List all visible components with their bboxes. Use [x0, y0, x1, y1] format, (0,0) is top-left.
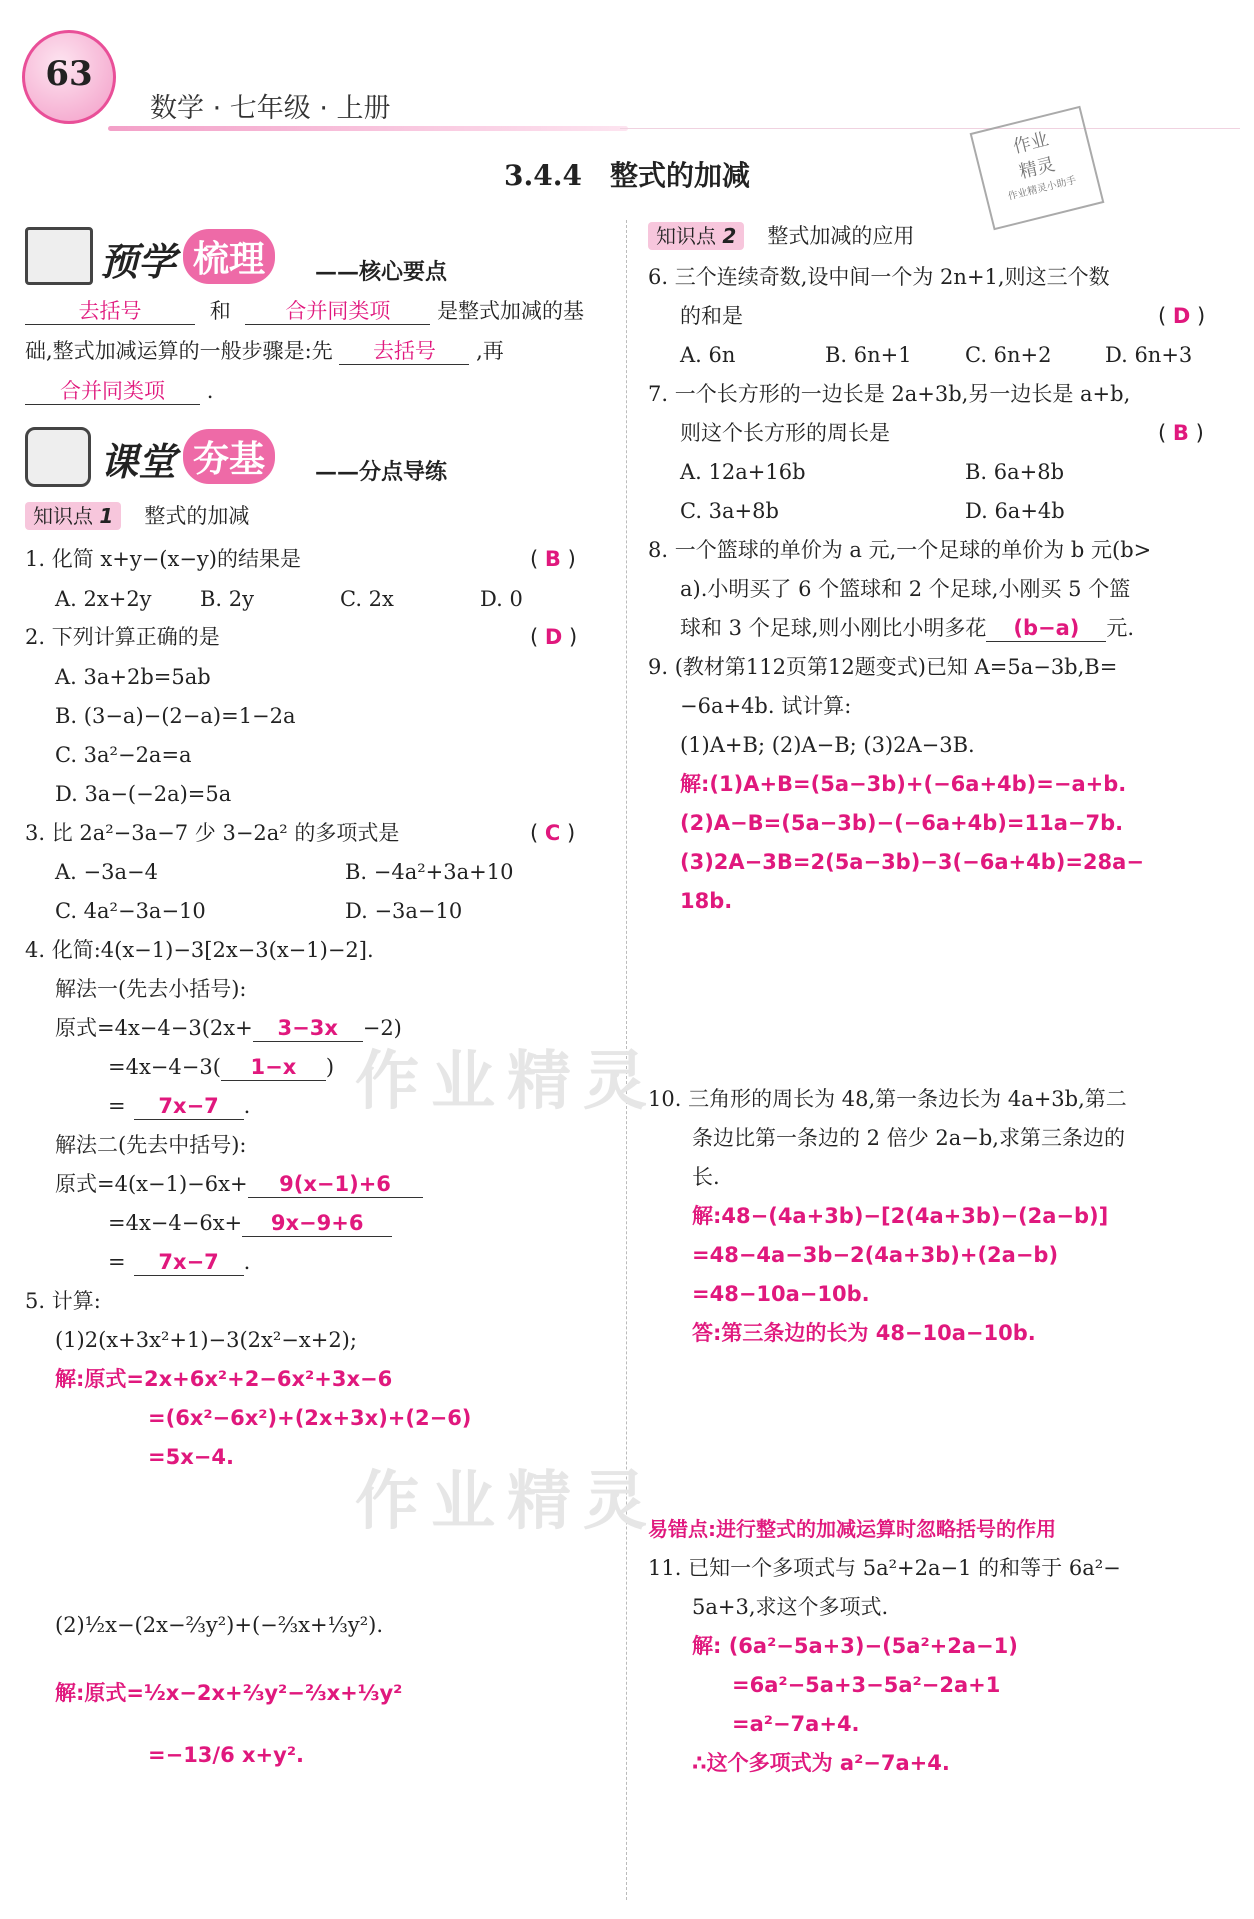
banner-title-a: 预学	[100, 240, 177, 284]
q11-sol-2: =6a²−5a+3−5a²−2a+1	[732, 1673, 1001, 1697]
q2-stem: 2. 下列计算正确的是	[25, 625, 220, 649]
backpack-icon	[25, 427, 91, 487]
q4-m2-line1	[55, 1171, 423, 1198]
kp-title: 整式加减的应用	[767, 224, 915, 248]
q4-m1-line1	[55, 1015, 402, 1042]
kp-tag	[25, 502, 121, 530]
q6-answer-paren: ( D )	[1158, 304, 1206, 328]
q10-sol-1: 解:48−(4a+3b)−[2(4a+3b)−(2a−b)]	[692, 1204, 1109, 1228]
q9-line-1: 9. (教材第112页第12题变式)已知 A=5a−3b,B=	[648, 655, 1118, 679]
watermark-text: 作业精灵	[355, 1045, 659, 1119]
q2-option-c: C. 3a²−2a=a	[55, 743, 192, 767]
q11-line-2: 5a+3,求这个多项式.	[692, 1595, 889, 1619]
q5-part2	[55, 1612, 383, 1638]
q8-line-1: 8. 一个篮球的单价为 a 元,一个足球的单价为 b 元(b>	[648, 538, 1152, 562]
text: =4x−4−3(	[108, 1055, 221, 1079]
q5-sol-2: =(6x²−6x²)+(2x+3x)+(2−6)	[148, 1406, 472, 1430]
q9-sol-3: (3)2A−3B=2(5a−3b)−3(−6a+4b)=28a−	[680, 850, 1144, 874]
school-icon	[25, 227, 93, 285]
kp-num: 2	[722, 224, 737, 248]
knowledge-point-1	[25, 500, 249, 530]
q11-sol-3: =a²−7a+4.	[732, 1712, 860, 1736]
q5-part1: (1)2(x+3x²+1)−3(2x²−x+2);	[55, 1328, 357, 1352]
q1-option-c: C. 2x	[340, 587, 394, 611]
text: 原式=4x−4−3(2x+	[55, 1016, 253, 1040]
preview-line-3	[25, 378, 213, 405]
q5-sol-1: 解:原式=2x+6x²+2−6x²+3x−6	[55, 1367, 393, 1391]
q1-option-a: A. 2x+2y	[55, 587, 152, 611]
text-1: 是整式加减的基	[437, 299, 585, 323]
q9-line-3: (1)A+B; (2)A−B; (3)2A−3B.	[680, 733, 975, 757]
blank-1: 去括号	[25, 298, 195, 325]
header-rule	[108, 126, 628, 131]
banner-title-b: 梳理	[183, 229, 275, 284]
q5-stem: 5. 计算:	[25, 1289, 101, 1313]
q2-answer: D	[544, 625, 563, 649]
q4-m2-line3	[108, 1249, 250, 1276]
q11-sol-1: 解: (6a²−5a+3)−(5a²+2a−1)	[692, 1634, 1018, 1658]
blank: 3−3x	[253, 1015, 363, 1042]
q5-sol-5: =−13/6 x+y².	[148, 1743, 305, 1767]
text: .	[243, 1094, 251, 1118]
q4-stem: 4. 化简:4(x−1)−3[2x−3(x−1)−2].	[25, 938, 374, 962]
text: 解:原式=	[55, 1681, 144, 1705]
q3-answer: C	[544, 821, 561, 845]
q7-option-d: D. 6a+4b	[965, 499, 1065, 523]
text: 元.	[1106, 616, 1135, 640]
expression: ½x−2x+⅔y²−⅔x+⅓y²	[144, 1681, 403, 1705]
blank-2: 合并同类项	[245, 298, 430, 325]
q4-m2-line2	[108, 1210, 392, 1237]
page-number: 63	[45, 54, 93, 94]
q1-option-d: D. 0	[480, 587, 523, 611]
q7-option-c: C. 3a+8b	[680, 499, 779, 523]
stamp-line3: 作业精灵小助手	[1006, 175, 1078, 203]
q6-option-d: D. 6n+3	[1105, 343, 1193, 367]
banner-sub: ——分点导练	[315, 459, 448, 485]
knowledge-point-2	[648, 220, 914, 250]
q2-option-b: B. (3−a)−(2−a)=1−2a	[55, 704, 296, 728]
preview-banner	[25, 225, 605, 285]
blank: 1−x	[221, 1054, 326, 1081]
q6-option-b: B. 6n+1	[825, 343, 912, 367]
header-thin-rule	[620, 128, 1240, 129]
q10-line-1: 10. 三角形的周长为 48,第一条边长为 4a+3b,第二	[648, 1087, 1127, 1111]
q5-sol-3: =5x−4.	[148, 1445, 234, 1469]
q7-stem-2: 则这个长方形的周长是	[680, 421, 890, 445]
text: )	[325, 1055, 335, 1079]
text-4: .	[206, 379, 214, 403]
q9-sol-1: 解:(1)A+B=(5a−3b)+(−6a+4b)=−a+b.	[680, 772, 1127, 796]
text: =4x−4−6x+	[108, 1211, 243, 1235]
q1-answer: B	[544, 547, 561, 571]
text: =	[108, 1250, 126, 1274]
q6-option-c: C. 6n+2	[965, 343, 1052, 367]
q4-m1-line2	[108, 1054, 334, 1081]
stamp-line2: 精灵	[1017, 153, 1058, 184]
q9-sol-4: 18b.	[680, 889, 733, 913]
q7-stem-1: 7. 一个长方形的一边长是 2a+3b,另一边长是 a+b,	[648, 382, 1131, 406]
q10-sol-4: 答:第三条边的长为 48−10a−10b.	[692, 1321, 1036, 1345]
expression: ½x−(2x−⅔y²)+(−⅔x+⅓y²).	[84, 1613, 384, 1637]
q1-stem: 1. 化简 x+y−(x−y)的结果是	[25, 547, 301, 571]
book-title: 数学 · 七年级 · 上册	[150, 93, 391, 124]
classroom-banner	[25, 425, 605, 485]
q11-line-1: 11. 已知一个多项式与 5a²+2a−1 的和等于 6a²−	[648, 1556, 1121, 1580]
q7-answer: B	[1172, 421, 1189, 445]
text-3: ,再	[476, 339, 504, 363]
q8-line-2: a).小明买了 6 个篮球和 2 个足球,小刚买 5 个篮	[680, 577, 1131, 601]
q8-blank: (b−a)	[986, 615, 1106, 642]
q11-sol-4: ∴这个多项式为 a²−7a+4.	[692, 1751, 950, 1775]
q3-option-b: B. −4a²+3a+10	[345, 860, 514, 884]
q2-option-a: A. 3a+2b=5ab	[55, 665, 211, 689]
watermark-text: 作业精灵	[355, 1465, 659, 1539]
blank: 7x−7	[134, 1093, 244, 1120]
banner-title-a: 课堂	[100, 440, 177, 484]
q10-sol-2: =48−4a−3b−2(4a+3b)+(2a−b)	[692, 1243, 1059, 1267]
kp-tag	[648, 222, 744, 250]
q9-line-2: −6a+4b. 试计算:	[680, 694, 852, 718]
q10-line-2: 条边比第一条边的 2 倍少 2a−b,求第三条边的	[692, 1126, 1125, 1150]
banner-title-b: 夯基	[183, 429, 275, 484]
stamp-line1: 作业	[1010, 128, 1051, 158]
blank: 9x−9+6	[242, 1210, 392, 1237]
q2-answer-paren: ( D )	[530, 625, 578, 649]
text: .	[243, 1250, 251, 1274]
text: (2)	[55, 1613, 85, 1637]
blank: 9(x−1)+6	[248, 1171, 423, 1198]
blank-3: 去括号	[339, 338, 469, 365]
q7-option-a: A. 12a+16b	[680, 460, 806, 484]
q7-option-b: B. 6a+8b	[965, 460, 1065, 484]
text: 原式=4(x−1)−6x+	[55, 1172, 248, 1196]
kp-title: 整式的加减	[144, 504, 250, 528]
text-2: 础,整式加减运算的一般步骤是:先	[25, 339, 333, 363]
blank-4: 合并同类项	[25, 378, 200, 405]
kp-label: 知识点	[33, 504, 93, 528]
q6-stem-1: 6. 三个连续奇数,设中间一个为 2n+1,则这三个数	[648, 265, 1110, 289]
q3-answer-paren: ( C )	[530, 821, 576, 845]
pitfall-heading: 易错点:进行整式的加减运算时忽略括号的作用	[648, 1517, 1056, 1541]
q3-stem: 3. 比 2a²−3a−7 少 3−2a² 的多项式是	[25, 821, 400, 845]
q4-method2-title: 解法二(先去中括号):	[55, 1133, 247, 1157]
blank: 7x−7	[134, 1249, 244, 1276]
q3-option-d: D. −3a−10	[345, 899, 463, 923]
text: =	[108, 1094, 126, 1118]
q10-line-3: 长.	[692, 1165, 720, 1189]
q6-answer: D	[1172, 304, 1191, 328]
q3-option-a: A. −3a−4	[55, 860, 158, 884]
kp-num: 1	[99, 504, 114, 528]
q6-option-a: A. 6n	[680, 343, 736, 367]
q5-sol-4	[55, 1680, 402, 1706]
q7-answer-paren: ( B )	[1158, 421, 1204, 445]
q8-line-3	[680, 615, 1134, 642]
kp-label: 知识点	[656, 224, 716, 248]
q9-sol-2: (2)A−B=(5a−3b)−(−6a+4b)=11a−7b.	[680, 811, 1124, 835]
q2-option-d: D. 3a−(−2a)=5a	[55, 782, 232, 806]
text-and: 和	[209, 299, 231, 323]
q10-sol-3: =48−10a−10b.	[692, 1282, 870, 1306]
banner-sub: ——核心要点	[315, 259, 448, 285]
q1-answer-paren: ( B )	[530, 547, 576, 571]
text: 球和 3 个足球,则小刚比小明多花	[680, 616, 987, 640]
text: −2)	[362, 1016, 402, 1040]
q1-option-b: B. 2y	[200, 587, 255, 611]
preview-line-1	[25, 298, 584, 325]
q4-method1-title: 解法一(先去小括号):	[55, 977, 247, 1001]
q3-option-c: C. 4a²−3a−10	[55, 899, 206, 923]
q6-stem-2: 的和是	[680, 304, 743, 328]
preview-line-2	[25, 338, 504, 365]
q4-m1-line3	[108, 1093, 250, 1120]
section-title: 3.4.4 整式的加减	[504, 159, 750, 192]
